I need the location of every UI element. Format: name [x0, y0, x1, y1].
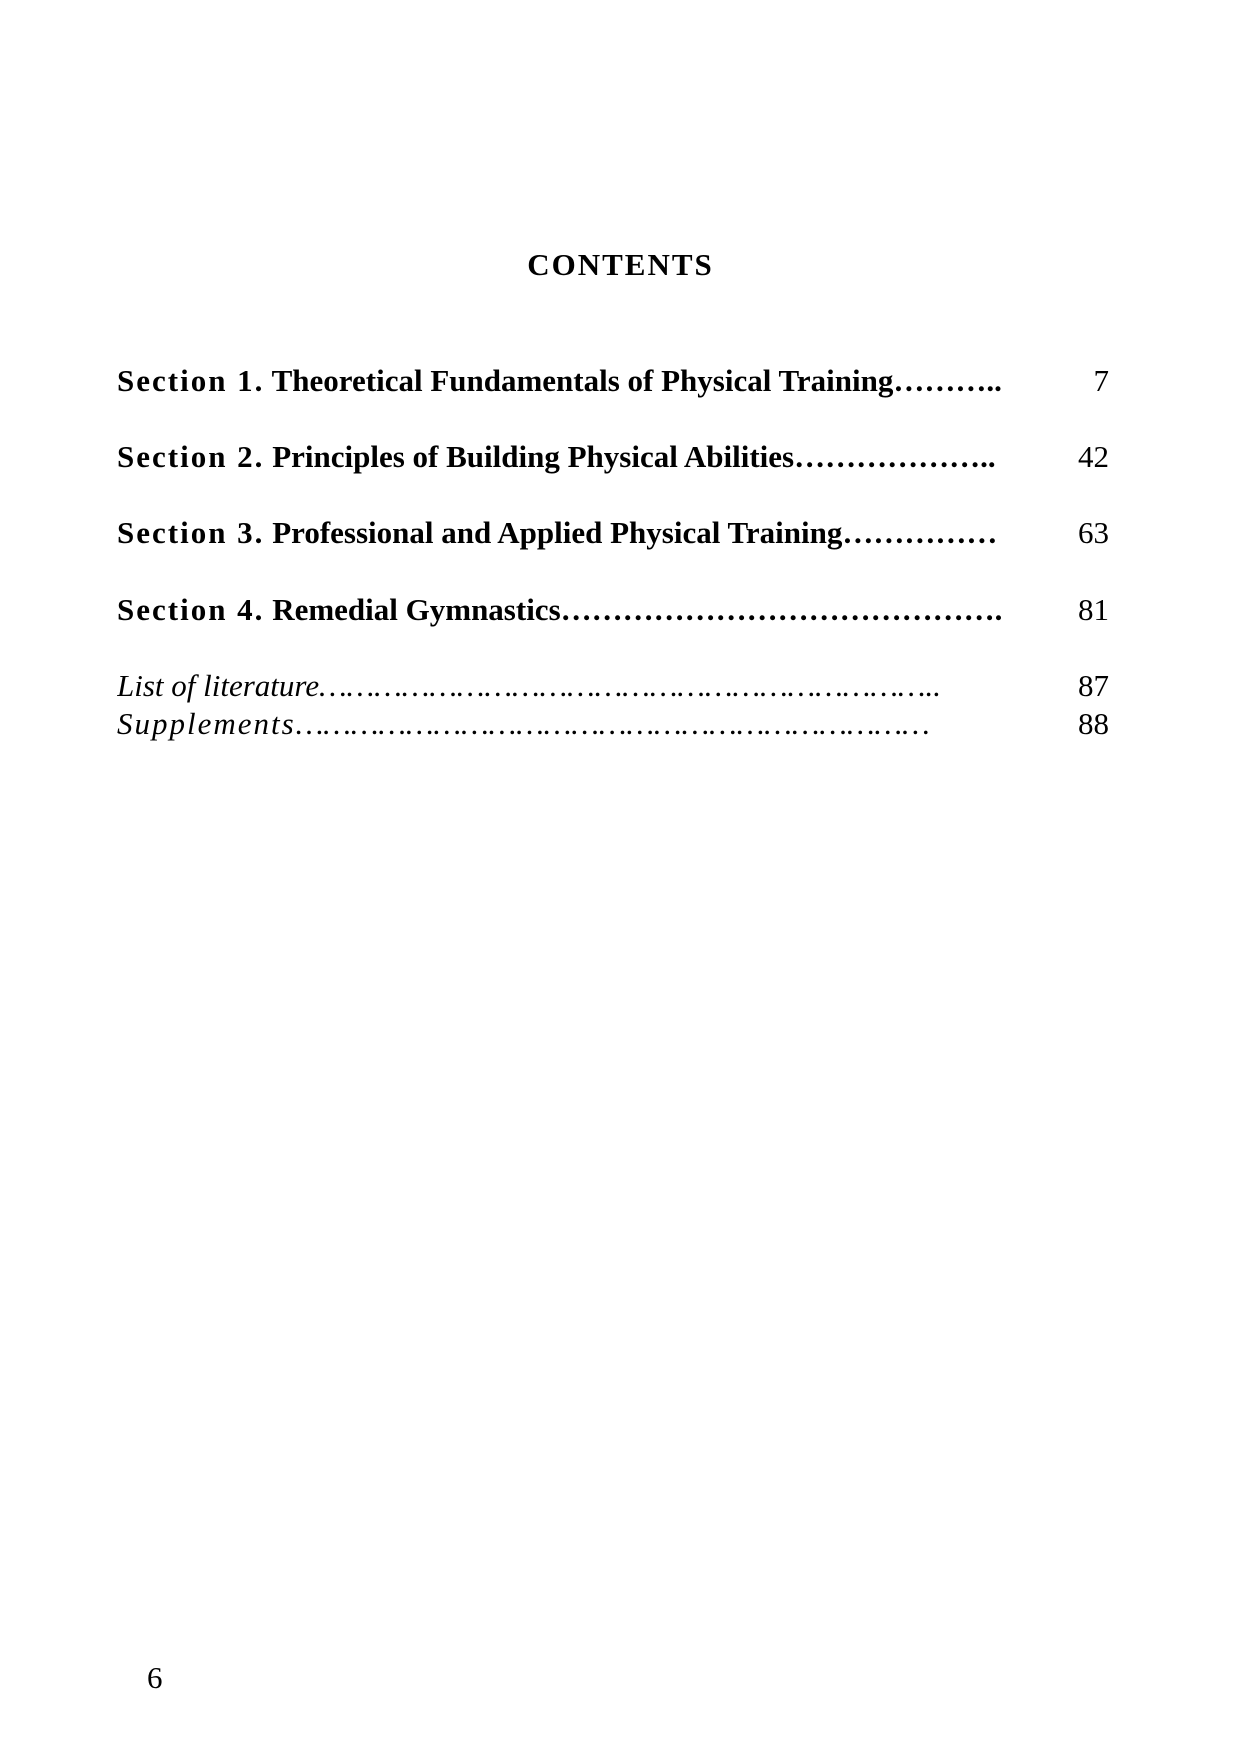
toc-entry-title [117, 361, 893, 401]
toc-dot-leader: ……….. [893, 363, 1002, 398]
toc-section-prefix: Section 2. [117, 439, 265, 474]
toc-page-number: 7 [1093, 363, 1109, 398]
toc-entry-title [117, 513, 842, 553]
toc-section-prefix: Section 3. [117, 515, 265, 550]
toc-entry-section-2[interactable] [117, 437, 1109, 477]
toc-dot-leader: ……………….. [794, 439, 996, 474]
toc-entry-title [117, 437, 794, 477]
toc-entry-list-of-literature[interactable] [117, 666, 1109, 706]
toc-dot-leader: …………… [842, 515, 998, 550]
toc-entry-title: List of literature [117, 668, 320, 703]
toc-dot-leader: ………………………………………………………….. [319, 668, 942, 703]
toc-page-number: 88 [1078, 706, 1109, 741]
toc-page-number: 81 [1078, 592, 1109, 627]
toc-section-name: Remedial Gymnastics [264, 592, 561, 627]
toc-section-name: Theoretical Fundamentals of Physical Training [264, 363, 894, 398]
toc-page-number: 42 [1078, 439, 1109, 474]
toc-entry-supplements[interactable] [117, 704, 1109, 744]
toc-entry-section-1[interactable] [117, 361, 1109, 401]
toc-section-prefix: Section 4. [117, 592, 265, 627]
toc-entry-section-4[interactable] [117, 590, 1109, 630]
toc-dot-leader: …………………………………………………………… [295, 706, 930, 741]
toc-entry-title: Supplements [117, 706, 296, 741]
toc-section-name: Professional and Applied Physical Training [264, 515, 843, 550]
toc-entry-section-3[interactable] [117, 513, 1109, 553]
toc-entry-title [117, 590, 561, 630]
toc-section-prefix: Section 1. [117, 363, 265, 398]
page-title: CONTENTS [527, 247, 714, 282]
toc-section-name: Principles of Building Physical Abilities [264, 439, 795, 474]
toc-dot-leader: ……………………………………. [560, 592, 1003, 627]
footer-page-number: 6 [147, 1660, 163, 1695]
toc-page-number: 63 [1078, 515, 1109, 550]
toc-page-number: 87 [1078, 668, 1109, 703]
